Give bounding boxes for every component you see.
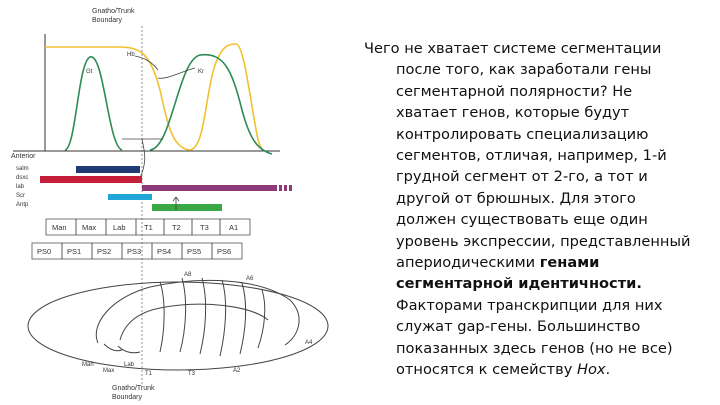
ps4: PS4 — [157, 247, 172, 256]
bottom-boundary-label-1: Gnatho/Trunk — [112, 385, 155, 392]
embryo-a2: A2 — [233, 368, 241, 374]
segment-t1: T1 — [144, 223, 153, 232]
segmentation-figure — [0, 0, 340, 405]
top-boundary-label-1: Gnatho/Trunk — [92, 8, 135, 15]
embryo-a6: A6 — [246, 276, 254, 282]
hb-label: Hb — [127, 52, 135, 58]
bottom-boundary-label-2: Boundary — [112, 394, 142, 401]
segment-man: Man — [52, 223, 67, 232]
embryo-lab: Lab — [124, 362, 135, 368]
segment-lab: Lab — [113, 223, 126, 232]
embryo-drawing — [28, 278, 328, 370]
ps5: PS5 — [187, 247, 202, 256]
ps1: PS1 — [67, 247, 82, 256]
bar-green — [152, 204, 222, 211]
kr-label: Kr — [198, 69, 204, 75]
embryo-a8: A8 — [184, 272, 192, 278]
row-label-salm: salm — [16, 166, 29, 172]
bar-purple-dash-3 — [289, 185, 292, 191]
text-part-1: Чего не хватает системе сегментации после того, как заработали гены сегментарной полярности? Не хватает генов, которые будут контролировать специализацию сегментов, отличая, например, 1-й грудной сегмент от 2-го, а тот и другой от брюшных. Для этого должен существовать еще один уровень экспрессии, представленный апериодическими — [364, 40, 691, 272]
row-label-lab: lab — [16, 184, 25, 190]
embryo-man: Man — [82, 362, 94, 368]
segment-t3: T3 — [200, 223, 209, 232]
top-boundary-label-2: Boundary — [92, 17, 122, 24]
embryo-t1: T1 — [145, 371, 153, 377]
segment-a1: A1 — [229, 223, 239, 232]
embryo-a4: A4 — [305, 340, 313, 346]
explanation-text — [364, 38, 696, 381]
bar-cyan — [108, 194, 152, 200]
ps6: PS6 — [217, 247, 232, 256]
ps3: PS3 — [127, 247, 142, 256]
bar-purple — [142, 185, 277, 191]
bar-navy — [76, 166, 140, 173]
embryo-max: Max — [103, 368, 115, 374]
kr-curve — [150, 55, 272, 154]
gt-curve — [65, 57, 122, 150]
bar-purple-dash-1 — [279, 185, 282, 191]
text-bold: генами сегментарной идентичности. — [396, 254, 642, 293]
row-label-dsxc: dsxc — [16, 175, 29, 181]
text-end: . — [605, 361, 611, 379]
text-part-2: Факторами транскрипции для них служат gap-гены. Большинство показанных здесь генов (но не все) относятся к семейству — [396, 296, 673, 379]
ps2: PS2 — [97, 247, 112, 256]
row-label-antp: Antp — [16, 202, 29, 208]
explanation-paragraph — [364, 38, 696, 381]
text-italic: Hox — [576, 361, 606, 379]
segment-max: Max — [82, 223, 97, 232]
bar-red — [40, 176, 142, 183]
segment-t2: T2 — [172, 223, 181, 232]
gt-label: Gt — [86, 69, 93, 75]
row-label-scr: Scr — [16, 193, 25, 199]
ps0: PS0 — [37, 247, 52, 256]
anterior-label: Anterior — [11, 153, 36, 160]
kr-pointer — [158, 68, 195, 78]
embryo-t3: T3 — [188, 371, 196, 377]
bar-purple-dash-2 — [284, 185, 287, 191]
